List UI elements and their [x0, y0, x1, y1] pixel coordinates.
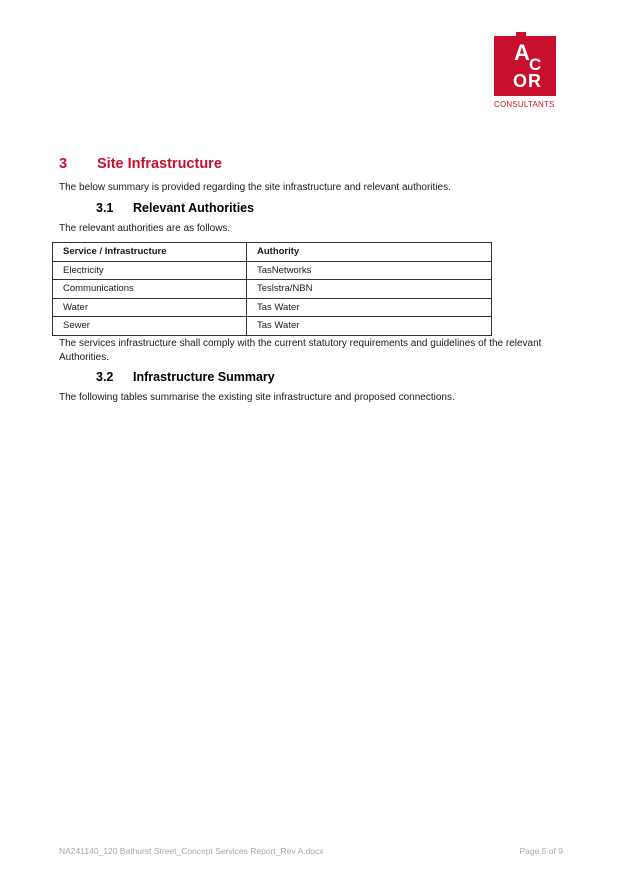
logo-letter-c: C: [529, 55, 542, 74]
acor-logo: [494, 36, 556, 109]
subsection-heading-3-2: [96, 370, 275, 384]
column-header-authority: Authority: [247, 243, 492, 262]
footer-page-number: Page 5 of 9: [519, 846, 563, 856]
subsection-intro: The following tables summarise the existing site infrastructure and proposed connections.: [59, 392, 455, 403]
compliance-note: The services infrastructure shall comply with the current statutory requirements and guidelines of the relevant Authorities.: [59, 338, 542, 363]
column-header-service: Service / Infrastructure: [53, 243, 247, 262]
logo-tagline: CONSULTANTS: [494, 100, 555, 109]
subsection-number: 3.2: [96, 370, 114, 384]
subsection-title: Relevant Authorities: [133, 201, 255, 215]
logo-mark: [494, 36, 556, 96]
section-title: Site Infrastructure: [97, 156, 222, 172]
authority-cell: TasNetworks: [247, 261, 492, 280]
logo-letter-a: A: [514, 40, 530, 65]
table-header-row: [53, 243, 492, 262]
table-row: [53, 261, 492, 280]
section-number: 3: [59, 156, 68, 172]
authority-cell: Tas Water: [247, 317, 492, 336]
service-cell: Water: [53, 298, 247, 317]
table-row: [53, 280, 492, 299]
logo-letter-r: R: [528, 71, 541, 91]
table-row: [53, 298, 492, 317]
table-row: [53, 317, 492, 336]
subsection-heading-3-1: [96, 201, 254, 215]
service-cell: Communications: [53, 280, 247, 299]
footer-document-name: NA241140_120 Bathurst Street_Concept Services Report_Rev A.docx: [59, 846, 324, 856]
authority-cell: Teslstra/NBN: [247, 280, 492, 299]
subsection-number: 3.1: [96, 201, 114, 215]
service-cell: Electricity: [53, 261, 247, 280]
section-heading: [59, 156, 222, 172]
service-cell: Sewer: [53, 317, 247, 336]
subsection-intro: The relevant authorities are as follows.: [59, 223, 231, 234]
subsection-title: Infrastructure Summary: [133, 370, 275, 384]
authorities-table: [52, 242, 492, 336]
logo-letter-o: O: [513, 71, 528, 91]
logo-tick: [516, 32, 526, 36]
section-intro: The below summary is provided regarding the site infrastructure and relevant authorities.: [59, 182, 451, 193]
authority-cell: Tas Water: [247, 298, 492, 317]
